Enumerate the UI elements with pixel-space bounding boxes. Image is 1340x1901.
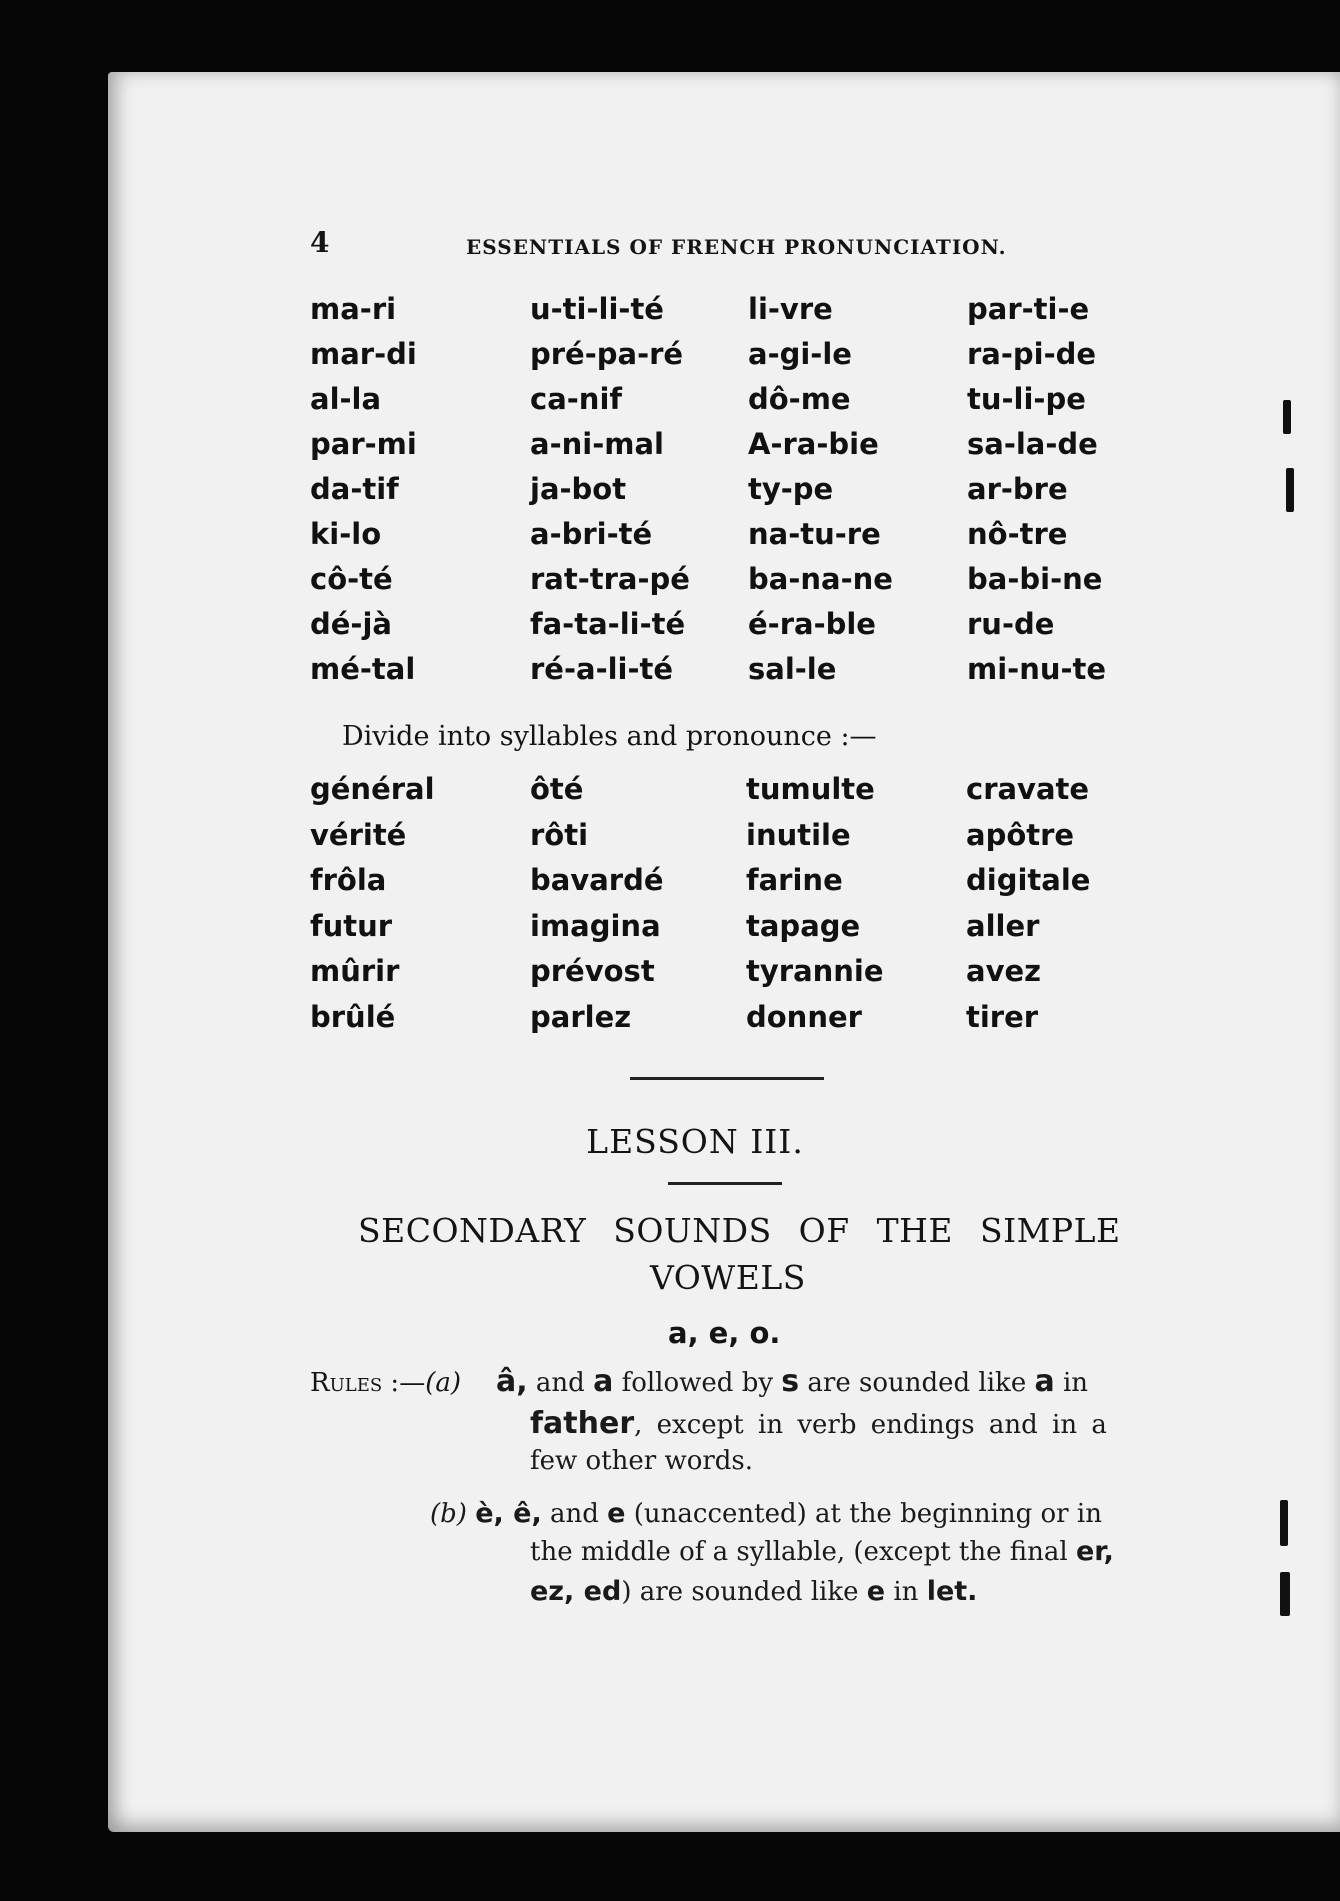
- rule-text: and: [527, 1368, 594, 1398]
- syllable-word: mar-di: [310, 337, 417, 371]
- rule-b-marker: (b): [430, 1499, 467, 1529]
- rule-vowel: è, ê,: [475, 1498, 542, 1529]
- syllable-word: é-ra-ble: [748, 607, 876, 641]
- exercise-word: parlez: [530, 999, 632, 1034]
- rule-example-word: father: [530, 1406, 635, 1441]
- syllable-word: sal-le: [748, 652, 837, 686]
- exercise-word: imagina: [530, 908, 661, 943]
- scan-artifact-mark: [1280, 1572, 1290, 1616]
- syllable-word: dô-me: [748, 382, 851, 416]
- exercise-word: mûrir: [310, 954, 400, 988]
- page-number: 4: [310, 226, 330, 259]
- syllable-word: ca-nif: [530, 382, 622, 416]
- vowel-list: a, e, o.: [668, 1316, 781, 1350]
- exercise-word: prévost: [530, 954, 655, 988]
- rule-vowel: ez, ed: [530, 1576, 622, 1607]
- syllable-word: ma-ri: [310, 292, 397, 326]
- exercise-word: frôla: [310, 863, 387, 897]
- rule-text: , except in verb endings and in a: [634, 1410, 1107, 1440]
- syllable-word: par-mi: [310, 427, 417, 461]
- rule-vowel: e: [866, 1576, 886, 1607]
- exercise-word: tumulte: [746, 772, 875, 806]
- rule-text: and: [541, 1499, 608, 1529]
- exercise-word: brûlé: [310, 999, 396, 1034]
- rule-text: in: [885, 1577, 927, 1607]
- rule-text: (unaccented) at the beginning or in: [625, 1499, 1102, 1529]
- syllable-word: li-vre: [748, 292, 833, 326]
- syllable-word: mi-nu-te: [967, 652, 1107, 686]
- syllable-word: ty-pe: [748, 472, 834, 506]
- rule-b-line1: [430, 1498, 1102, 1529]
- syllable-word: al-la: [310, 382, 382, 416]
- syllable-word: par-ti-e: [967, 292, 1090, 326]
- rule-text: the middle of a syllable, (except the final: [530, 1537, 1076, 1567]
- exercise-word: vérité: [310, 817, 407, 852]
- exercise-word: rôti: [530, 817, 589, 852]
- syllable-word: tu-li-pe: [967, 382, 1086, 416]
- exercise-word: général: [310, 772, 435, 806]
- rule-a-line2: [530, 1406, 1107, 1441]
- syllable-word: rat-tra-pé: [530, 562, 690, 596]
- rule-a-vowel: â,: [496, 1364, 528, 1399]
- running-title: ESSENTIALS OF FRENCH PRONUNCIATION.: [466, 235, 1007, 259]
- syllable-word: nô-tre: [967, 517, 1068, 551]
- title-underline: [668, 1182, 782, 1185]
- exercise-word: bavardé: [530, 863, 664, 897]
- syllable-word: A-ra-bie: [748, 427, 879, 461]
- scan-artifact-mark: [1283, 400, 1291, 434]
- rule-vowel: e: [607, 1498, 626, 1529]
- syllable-word: u-ti-li-té: [530, 292, 664, 326]
- book-page: [108, 72, 1340, 1832]
- exercise-word: avez: [966, 954, 1042, 988]
- syllable-word: ki-lo: [310, 517, 382, 551]
- syllable-word: a-ni-mal: [530, 427, 664, 461]
- syllable-word: ba-bi-ne: [967, 562, 1103, 596]
- syllable-word: mé-tal: [310, 652, 416, 686]
- exercise-word: digitale: [966, 863, 1091, 897]
- syllable-word: a-bri-té: [530, 517, 653, 551]
- rule-b-line3: [530, 1576, 977, 1607]
- rule-b-line2: [530, 1536, 1114, 1567]
- section-divider: [630, 1077, 824, 1080]
- syllable-word: na-tu-re: [748, 517, 881, 551]
- syllable-word: a-gi-le: [748, 337, 852, 371]
- rule-a-line1: [496, 1364, 1088, 1399]
- exercise-word: tyrannie: [746, 954, 884, 988]
- scan-artifact-mark: [1280, 1500, 1288, 1546]
- lesson-title: LESSON III.: [586, 1122, 804, 1161]
- syllable-word: ja-bot: [530, 472, 627, 506]
- exercise-word: donner: [746, 999, 862, 1034]
- syllable-word: ru-de: [967, 607, 1055, 641]
- exercise-word: tapage: [746, 908, 861, 943]
- syllable-word: dé-jà: [310, 607, 392, 641]
- rule-text: in: [1054, 1368, 1089, 1398]
- syllable-word: pré-pa-ré: [530, 337, 684, 371]
- rule-vowel: a: [1034, 1364, 1055, 1399]
- rules-label-text: Rules :—: [310, 1368, 426, 1398]
- syllable-word: da-tif: [310, 472, 399, 506]
- syllable-word: ba-na-ne: [748, 562, 893, 596]
- exercise-word: aller: [966, 908, 1040, 943]
- rule-text: few other words.: [530, 1446, 754, 1476]
- lesson-subtitle-line2: VOWELS: [650, 1258, 806, 1297]
- syllable-word: ré-a-li-té: [530, 652, 674, 686]
- syllable-word: ar-bre: [967, 472, 1068, 506]
- scan-artifact-mark: [1286, 468, 1294, 512]
- lesson-subtitle-line1: SECONDARY SOUNDS OF THE SIMPLE: [358, 1211, 1121, 1250]
- exercise-word: farine: [746, 863, 843, 897]
- exercise-word: futur: [310, 908, 393, 943]
- syllable-word: fa-ta-li-té: [530, 607, 686, 641]
- exercise-instruction: Divide into syllables and pronounce :—: [342, 721, 877, 752]
- syllable-word: ra-pi-de: [967, 337, 1097, 371]
- rule-example-word: let.: [926, 1576, 978, 1607]
- exercise-word: tirer: [966, 999, 1039, 1034]
- syllable-word: sa-la-de: [967, 427, 1098, 461]
- rule-vowel: s: [781, 1364, 800, 1399]
- exercise-word: ôté: [530, 772, 584, 806]
- rule-text: ) are sounded like: [621, 1577, 867, 1607]
- rule-vowel: er,: [1075, 1536, 1114, 1567]
- exercise-word: cravate: [966, 772, 1090, 806]
- syllable-word: cô-té: [310, 562, 393, 596]
- rule-vowel: a: [593, 1364, 614, 1399]
- rule-text: followed by: [613, 1368, 782, 1398]
- exercise-word: apôtre: [966, 817, 1075, 852]
- rule-a-marker: (a): [425, 1368, 461, 1398]
- rule-a-line3: [530, 1446, 753, 1476]
- rule-text: are sounded like: [799, 1368, 1035, 1398]
- exercise-word: inutile: [746, 817, 851, 852]
- rules-label: [310, 1368, 461, 1398]
